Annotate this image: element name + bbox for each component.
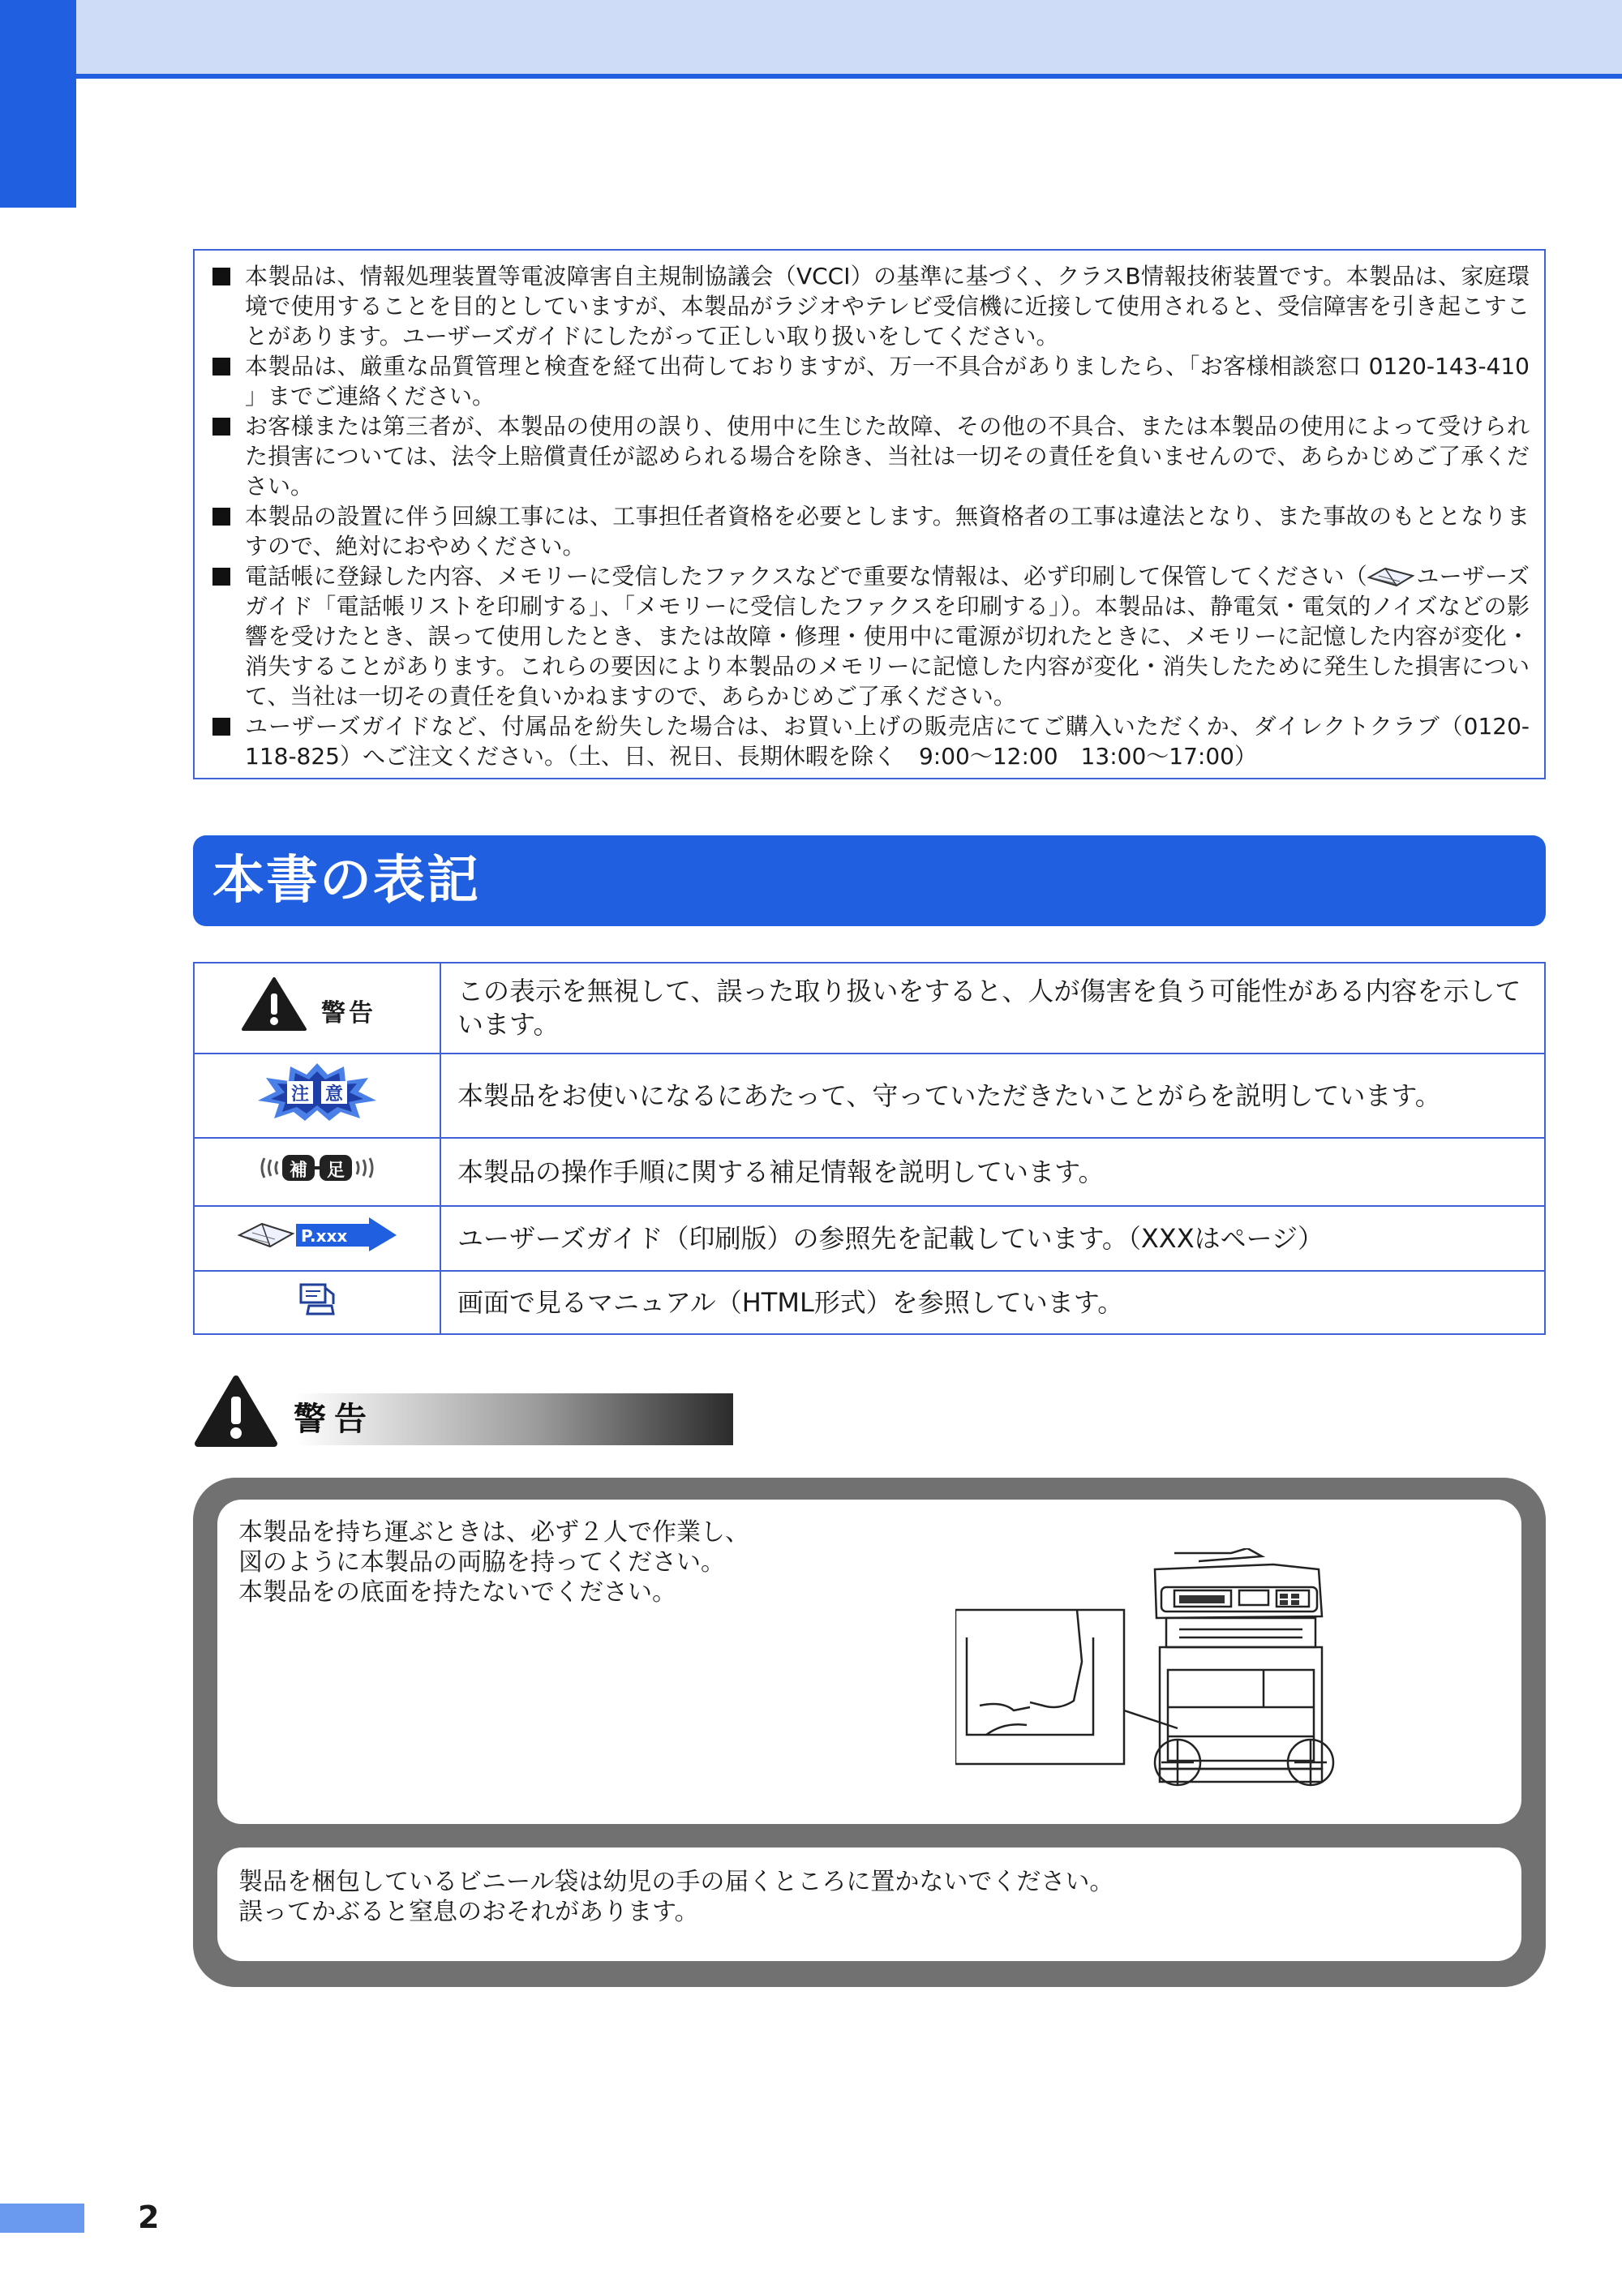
legend-description: ユーザーズガイド（印刷版）の参照先を記載しています。（XXXはページ） (440, 1206, 1545, 1271)
warning-card (217, 1500, 1521, 1824)
legend-description: 本製品の操作手順に関する補足情報を説明しています。 (440, 1138, 1545, 1206)
warning-text: 製品を梱包しているビニール袋は幼児の手の届くところに置かないでください。 誤ってかぶると窒息のおそれがあります。 (238, 1868, 1114, 1926)
notice-item: 本製品は、厳重な品質管理と検査を経て出荷しておりますが、万一不具合がありましたら、「お客様相談窓口 0120-143-410 」までご連絡ください。 (212, 351, 1530, 411)
legend-icon-cell (194, 1138, 440, 1206)
header-rule (0, 74, 1622, 79)
warning-icon (240, 976, 394, 1032)
legend-row (194, 1138, 1545, 1206)
online-manual-icon (298, 1281, 337, 1315)
legend-description: 本製品をお使いになるにあたって、守っていただきたいことがらを説明しています。 (440, 1054, 1545, 1138)
header-band (0, 0, 1622, 74)
warning-card (217, 1848, 1521, 1961)
page-number: 2 (138, 2199, 160, 2235)
bullet-square-icon (212, 268, 230, 285)
legend-description: 画面で見るマニュアル（HTML形式）を参照しています。 (440, 1271, 1545, 1334)
legend-row (194, 1206, 1545, 1271)
carrying-illustration (955, 1548, 1410, 1824)
svg-text:P.xxx: P.xxx (301, 1226, 348, 1246)
bullet-square-icon (212, 568, 230, 586)
supplement-char: 足 (326, 1161, 345, 1181)
legend-icon-cell (194, 1206, 440, 1271)
chapter-tab (0, 0, 76, 208)
legend-icon-cell (194, 1054, 440, 1138)
supplement-icon (256, 1150, 378, 1186)
supplement-char: 補 (289, 1161, 308, 1181)
bullet-square-icon (212, 418, 230, 436)
legend-row (194, 963, 1545, 1054)
legend-icon-cell (194, 1271, 440, 1334)
section-title: 本書の表記 (212, 851, 480, 911)
svg-text:警告: 警告 (321, 999, 376, 1028)
notice-item: 本製品の設置に伴う回線工事には、工事担任者資格を必要とします。無資格者の工事は違法となり、また事故のもととなりますので、絶対におやめください。 (212, 501, 1530, 561)
bullet-square-icon (212, 358, 230, 376)
caution-char: 意 (324, 1084, 344, 1105)
book-reference-icon (236, 1216, 398, 1253)
legend-icon-cell (194, 963, 440, 1054)
warning-icon (193, 1374, 279, 1448)
bullet-square-icon (212, 718, 230, 736)
notice-box (193, 249, 1546, 779)
legend-description: この表示を無視して、誤った取り扱いをすると、人が傷害を負う可能性がある内容を示しています。 (440, 963, 1545, 1054)
notation-legend-table (193, 962, 1546, 1335)
notice-item: 本製品は、情報処理装置等電波障害自主規制協議会（VCCI）の基準に基づく、クラスB情報技術装置です。本製品は、家庭環境で使用することを目的としていますが、本製品がラジオやテレビ受信機に近接して使用されると、受信障害を引き起こすことがあります。ユーザーズガイドにしたがって正しい取り扱いをしてください。 (212, 261, 1530, 351)
notice-item: お客様または第三者が、本製品の使用の誤り、使用中に生じた故障、その他の不具合、または本製品の使用によって受けられた損害については、法令上賠償責任が認められる場合を除き、当社は一切その責任を負いませんので、あらかじめご了承ください。 (212, 411, 1530, 501)
caution-char: 注 (290, 1084, 310, 1105)
notice-item: 電話帳に登録した内容、メモリーに受信したファクスなどで重要な情報は、必ず印刷して保管してください（ ユーザーズガイド「電話帳リストを印刷する」、「メモリーに受信したファクスを印刷する」）。本製品は、静電気・電気的ノイズなどの影響を受けたとき、誤って使用したとき、または故障・修理・使用中に電源が切れたときに、メモリーに記憶した内容が変化・消失することがあります。これらの要因により本製品のメモリーに記憶した内容が変化・消失したために発生した損害について、当社は一切その責任を負いかねますので、あらかじめご了承ください。 (212, 561, 1530, 711)
warning-text: 本製品を持ち運ぶときは、必ず２人で作業し、 図のように本製品の両脇を持ってください。 本製品をの底面を持たないでください。 (238, 1518, 749, 1607)
caution-badge-icon (256, 1062, 378, 1122)
warning-heading: 警告 (294, 1401, 375, 1438)
notice-item: ユーザーズガイドなど、付属品を紛失した場合は、お買い上げの販売店にてご購入いただくか、ダイレクトクラブ（0120-118-825）へご注文ください。（土、日、祝日、長期休暇を除く 9:00〜12:00 13:00〜17:00） (212, 711, 1530, 771)
legend-row (194, 1271, 1545, 1334)
footer-bar (0, 2204, 84, 2233)
book-reference-icon (1367, 566, 1416, 587)
bullet-square-icon (212, 508, 230, 526)
legend-row (194, 1054, 1545, 1138)
